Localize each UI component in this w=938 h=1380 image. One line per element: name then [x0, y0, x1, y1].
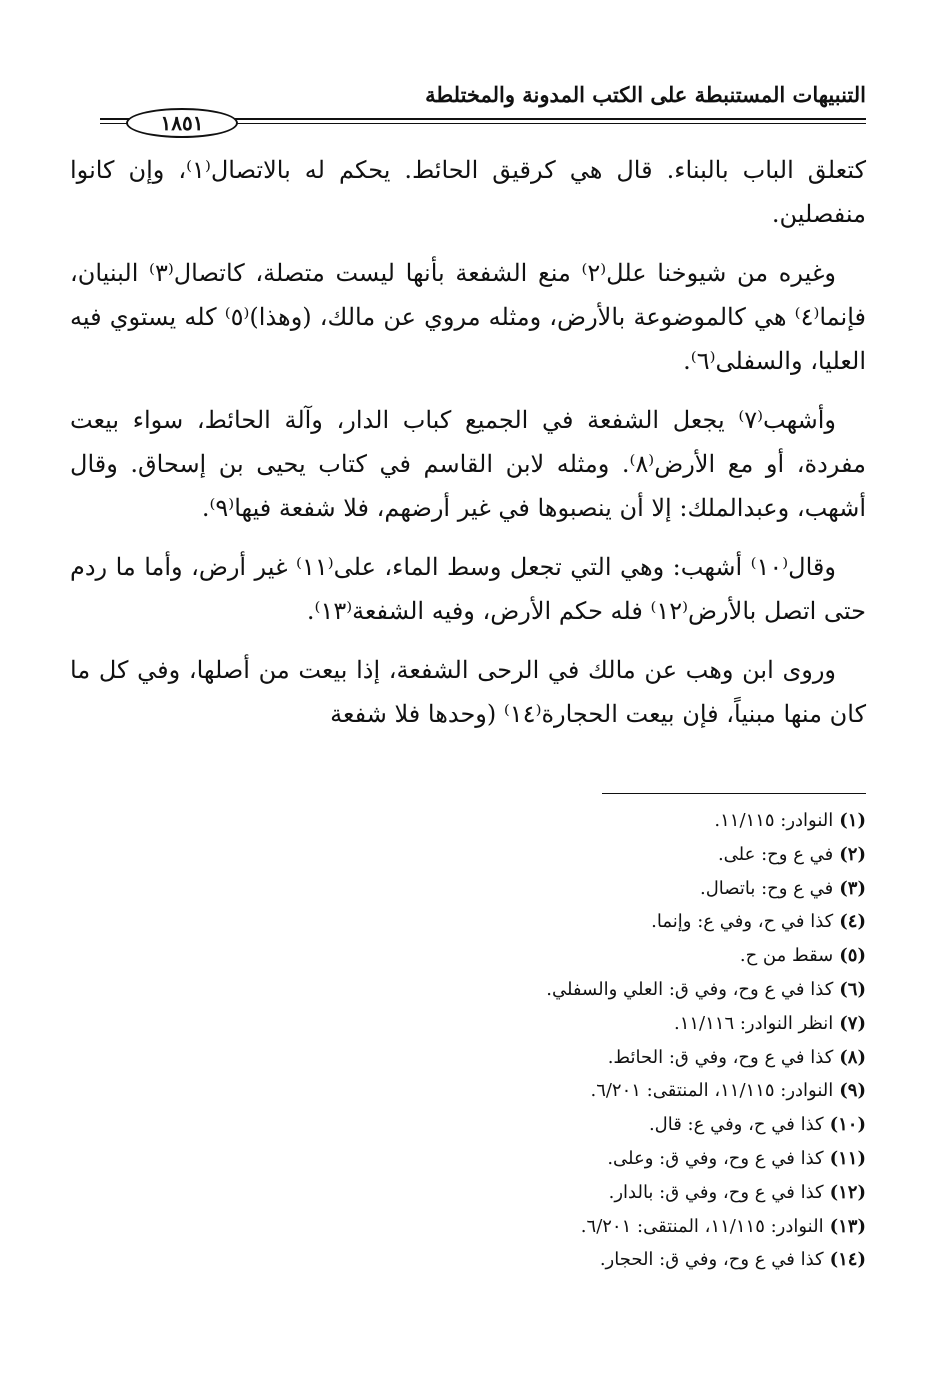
footnote-number: (٩) — [839, 1080, 866, 1102]
footnote-number: (١٠) — [829, 1114, 866, 1136]
footnote-text: كذا في ع وح، وفي ق: العلي والسفلي. — [546, 978, 834, 1000]
footnote-separator — [602, 793, 866, 794]
paragraph: وغيره من شيوخنا علل⁽٢⁾ منع الشفعة بأنها ليست متصلة، كاتصال⁽٣⁾ البنيان، فإنما⁽٤⁾ هي كالموضوعة بالأرض، ومثله مروي عن مالك، (وهذا)⁽٥⁾ كله يستوي فيه العليا، والسفلى⁽٦⁾. — [70, 259, 866, 375]
footnote-text: كذا في ع وح، وفي ق: وعلى. — [607, 1147, 824, 1169]
footnote-text: في ع وح: باتصال. — [699, 877, 834, 899]
footnote — [266, 1041, 866, 1075]
footnote-number: (١٤) — [829, 1249, 866, 1271]
footnote-number: (٤) — [839, 911, 866, 933]
footnote-text: كذا في ع وح، وفي ق: بالدار. — [608, 1181, 824, 1203]
footnote-number: (٧) — [839, 1012, 866, 1034]
footnote-number: (١) — [839, 810, 866, 831]
page-number: ١٨٥١ — [126, 108, 238, 138]
paragraph: وروى ابن وهب عن مالك في الرحى الشفعة، إذا بيعت من أصلها، وفي كل ما كان منها مبنياً، فإن بيعت الحجارة⁽١٤⁾ (وحدها فلا شفعة — [70, 656, 866, 728]
footnote — [266, 872, 866, 906]
footnote — [266, 1108, 866, 1142]
footnote — [266, 973, 866, 1007]
footnote-number: (٥) — [839, 945, 866, 967]
footnote — [266, 1243, 866, 1277]
footnote-number: (٣) — [839, 877, 866, 899]
paragraph: وقال⁽١٠⁾ أشهب: وهي التي تجعل وسط الماء، على⁽١١⁾ غير أرض، وأما ما ردم حتى اتصل بالأرض⁽١٢⁾ فله حكم الأرض، وفيه الشفعة⁽١٣⁾. — [70, 553, 866, 625]
footnote-text: النوادر: ١١/١١٥، المنتقى: ٦/٢٠١. — [590, 1080, 834, 1102]
footnote-text: كذا في ع وح، وفي ق: الحجار. — [599, 1249, 824, 1271]
footnote-number: (١١) — [829, 1147, 866, 1169]
footnote — [266, 1176, 866, 1210]
footnote-text: كذا في ح، وفي ع: وإنما. — [651, 911, 834, 933]
footnote-text: سقط من ح. — [739, 945, 834, 967]
footnote-number: (٢) — [839, 843, 866, 865]
footnote — [266, 1007, 866, 1041]
paragraph: كتعلق الباب بالبناء. قال هي كرقيق الحائط. يحكم له بالاتصال⁽١⁾، وإن كانوا منفصلين. — [70, 156, 867, 228]
footnote-number: (١٢) — [829, 1181, 866, 1203]
main-text — [70, 148, 866, 751]
footnote — [266, 905, 866, 939]
footnote — [266, 1074, 866, 1108]
running-title: التنبيهات المستنبطة على الكتب المدونة والمختلطة — [425, 82, 866, 107]
footnote — [266, 939, 866, 973]
footnote-text: النوادر: ١١/١١٥، المنتقى: ٦/٢٠١. — [580, 1215, 824, 1237]
footnote — [266, 838, 866, 872]
footnote-number: (١٣) — [829, 1215, 866, 1237]
footnote-text: كذا في ح، وفي ع: قال. — [648, 1114, 824, 1136]
footnote-number: (٨) — [839, 1046, 866, 1068]
footnote-text: كذا في ع وح، وفي ق: الحائط. — [607, 1046, 834, 1068]
footnotes-section — [266, 804, 866, 1277]
footnote — [266, 1210, 866, 1244]
footnote-text: انظر النوادر: ١١/١١٦. — [673, 1012, 834, 1034]
footnote — [266, 804, 866, 838]
paragraph: وأشهب⁽٧⁾ يجعل الشفعة في الجميع كباب الدار، وآلة الحائط، سواء بيعت مفردة، أو مع الأرض⁽٨⁾. ومثله لابن القاسم في كتاب يحيى بن إسحاق. وقال أشهب، وعبدالملك: إلا أن ينصبوها في غير أرضهم، فلا شفعة فيها⁽٩⁾. — [70, 406, 867, 522]
footnote-text: النوادر: ١١/١١٥. — [714, 810, 834, 831]
footnote-number: (٦) — [839, 978, 866, 1000]
footnote — [266, 1142, 866, 1176]
footnote-text: في ع وح: على. — [717, 843, 834, 865]
